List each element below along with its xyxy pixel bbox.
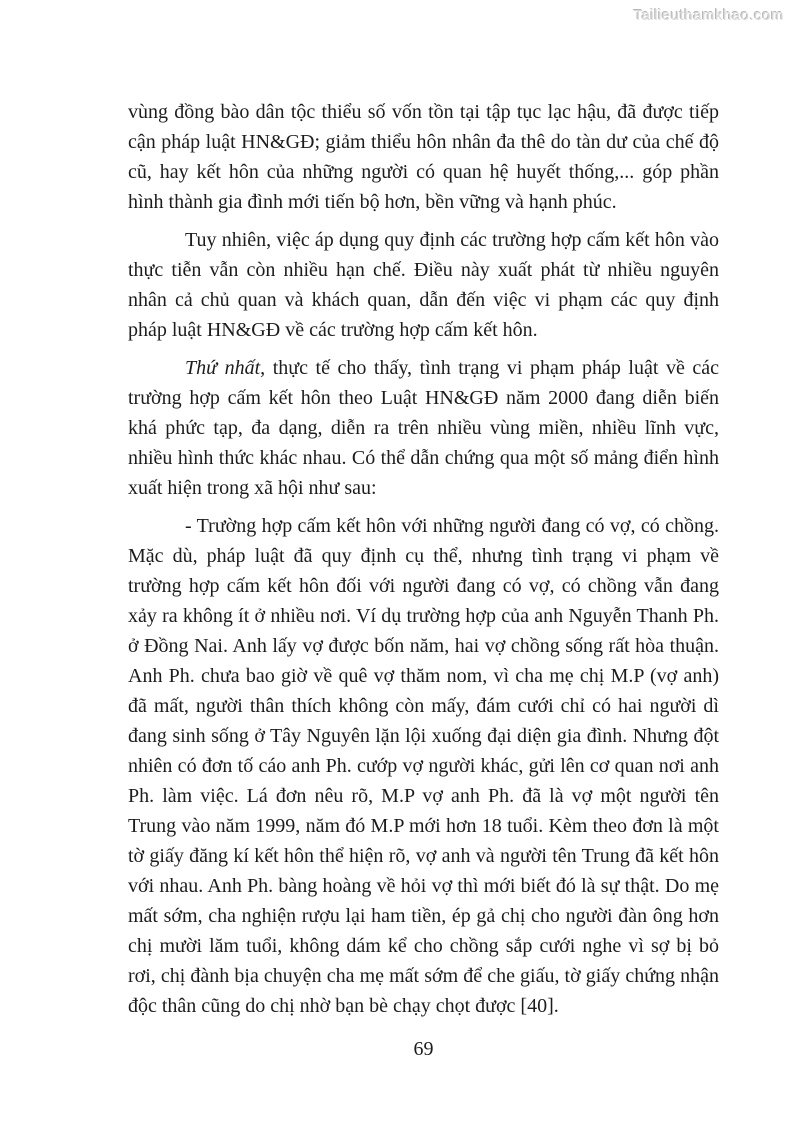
watermark: Tailieuthamkhao.com [633, 7, 784, 24]
text-run: - Trường hợp cấm kết hôn với những người đang có vợ, có chồng. Mặc dù, pháp luật đã quy định cụ thể, nhưng tình trạng vi phạm về trường hợp cấm kết hôn đối với người đang có vợ, có chồng vẫn đang xảy ra không ít ở nhiều nơi. Ví dụ trường hợp của anh Nguyễn Thanh Ph. ở Đồng Nai. Anh lấy vợ được bốn năm, hai vợ chồng sống rất hòa thuận. Anh Ph. chưa bao giờ về quê vợ thăm nom, vì cha mẹ chị M.P (vợ anh) đã mất, người thân thích không còn mấy, đám cưới chỉ có hai người dì đang sinh sống ở Tây Nguyên lặn lội xuống đại diện gia đình. Nhưng đột nhiên có đơn tố cáo anh Ph. cướp vợ người khác, gửi lên cơ quan nơi anh Ph. làm việc. Lá đơn nêu rõ, M.P vợ anh Ph. đã là vợ một người tên Trung vào năm 1999, năm đó M.P mới hơn 18 tuổi. Kèm theo đơn là một tờ giấy đăng kí kết hôn thể hiện rõ, vợ anh và người tên Trung đã kết hôn với nhau. Anh Ph. bàng hoàng về hỏi vợ thì mới biết đó là sự thật. Do mẹ mất sớm, cha nghiện rượu lại ham tiền, ép gả chị cho người đàn ông hơn chị mười lăm tuổi, không dám kể cho chồng sắp cưới nghe vì sợ bị bỏ rơi, chị đành bịa chuyện cha mẹ mất sớm để che giấu, tờ giấy chứng nhận độc thân cũng do chị nhờ bạn bè chạy chọt được [40]. [128, 515, 719, 1017]
document-body [128, 97, 719, 1029]
text-run: vùng đồng bào dân tộc thiểu số vốn tồn tại tập tục lạc hậu, đã được tiếp cận pháp luật HN&GĐ; giảm thiểu hôn nhân đa thê do tàn dư của chế độ cũ, hay kết hôn của những người có quan hệ huyết thống,... góp phần hình thành gia đình mới tiến bộ hơn, bền vững và hạnh phúc. [128, 101, 719, 213]
page-number: 69 [413, 1038, 434, 1060]
text-run: Tuy nhiên, việc áp dụng quy định các trường hợp cấm kết hôn vào thực tiễn vẫn còn nhiều hạn chế. Điều này xuất phát từ nhiều nguyên nhân cả chủ quan và khách quan, dẫn đến việc vi phạm các quy định pháp luật HN&GĐ về các trường hợp cấm kết hôn. [128, 229, 719, 341]
paragraph [128, 511, 719, 1021]
text-run: , thực tế cho thấy, tình trạng vi phạm pháp luật về các trường hợp cấm kết hôn theo Luật HN&GĐ năm 2000 đang diễn biến khá phức tạp, đa dạng, diễn ra trên nhiều vùng miền, nhiều lĩnh vực, nhiều hình thức khác nhau. Có thể dẫn chứng qua một số mảng điển hình xuất hiện trong xã hội như sau: [128, 357, 719, 499]
text-run: Thứ nhất [185, 357, 261, 379]
paragraph [128, 97, 719, 217]
paragraph [128, 225, 719, 345]
paragraph [128, 353, 719, 503]
